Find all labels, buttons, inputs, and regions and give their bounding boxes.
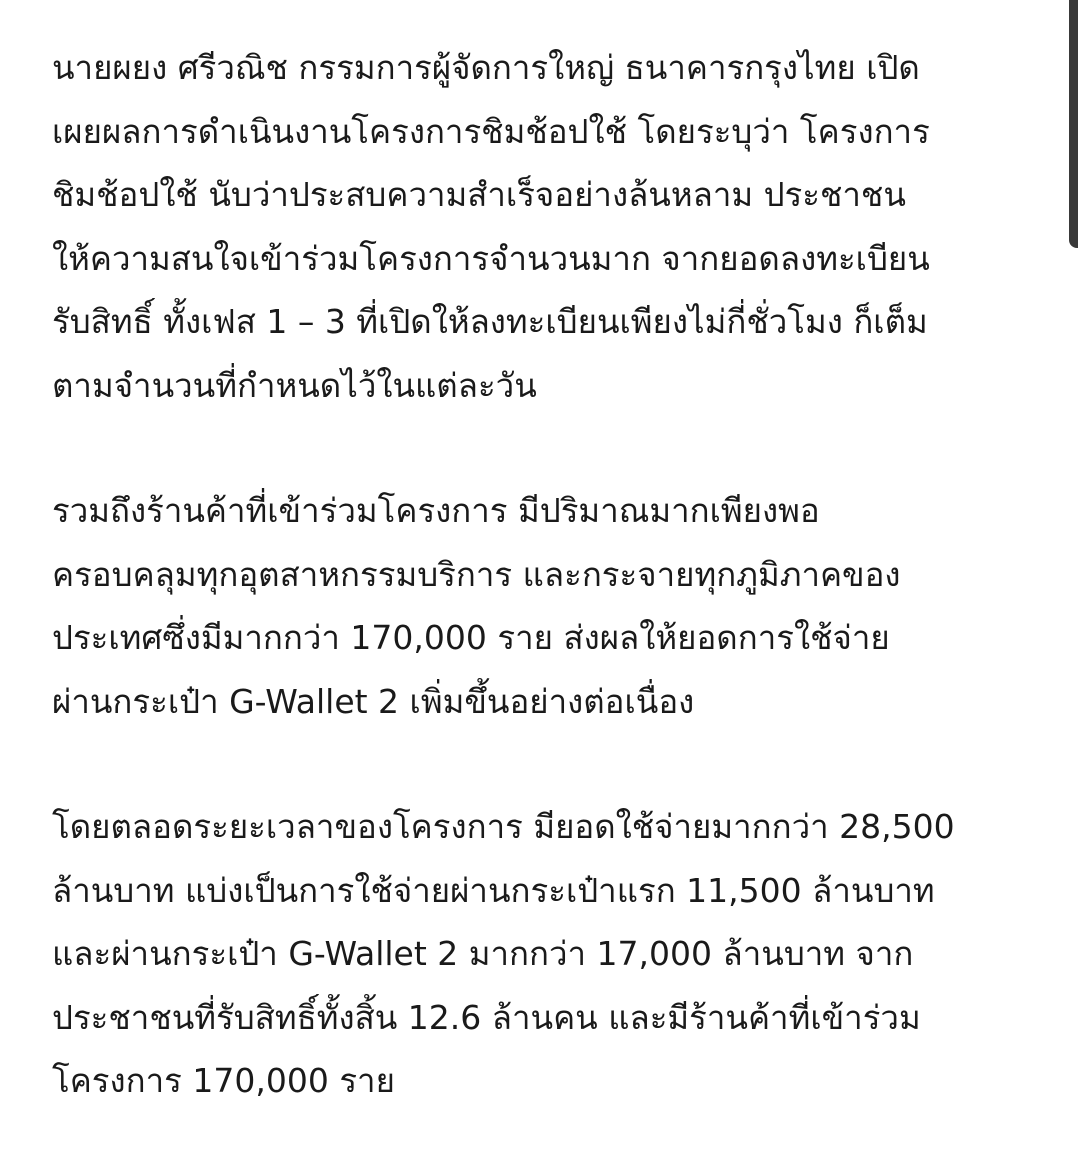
paragraph-2 (52, 479, 1042, 733)
text-line: ประเทศซึ่งมีมากกว่า 170,000 ราย ส่งผลให้ยอดการใช้จ่าย (52, 618, 890, 657)
text-line: ชิมช้อปใช้ นับว่าประสบความสำเร็จอย่างล้นหลาม ประชาชน (52, 175, 906, 214)
text-line: ให้ความสนใจเข้าร่วมโครงการจำนวนมาก จากยอดลงทะเบียน (52, 238, 930, 278)
scrollbar-thumb[interactable] (1069, 0, 1078, 248)
text-line: ตามจำนวนที่กำหนดไว้ในแต่ละวัน (52, 365, 537, 405)
paragraph-1 (52, 36, 1042, 417)
text-line: ประชาชนที่รับสิทธิ์ทั้งสิ้น 12.6 ล้านคน และมีร้านค้าที่เข้าร่วม (52, 997, 921, 1037)
paragraph-3 (52, 795, 1042, 1113)
text-line: นายผยง ศรีวณิช กรรมการผู้จัดการใหญ่ ธนาคารกรุงไทย เปิด (52, 48, 920, 87)
text-line: และผ่านกระเป๋า G-Wallet 2 มากกว่า 17,000 ล้านบาท จาก (52, 934, 914, 973)
text-line: รวมถึงร้านค้าที่เข้าร่วมโครงการ มีปริมาณมากเพียงพอ (52, 491, 820, 530)
text-line: รับสิทธิ์ ทั้งเฟส 1 – 3 ที่เปิดให้ลงทะเบียนเพียงไม่กี่ชั่วโมง ก็เต็ม (52, 302, 928, 341)
text-line: ครอบคลุมทุกอุตสาหกรรมบริการ และกระจายทุกภูมิภาคของ (52, 554, 901, 594)
text-line: โดยตลอดระยะเวลาของโครงการ มียอดใช้จ่ายมากกว่า 28,500 (52, 807, 955, 846)
text-line: ล้านบาท แบ่งเป็นการใช้จ่ายผ่านกระเป๋าแรก 11,500 ล้านบาท (52, 870, 935, 910)
text-line: เผยผลการดำเนินงานโครงการชิมช้อปใช้ โดยระบุว่า โครงการ (52, 111, 930, 151)
text-line: โครงการ 170,000 ราย (52, 1061, 395, 1100)
article-body (52, 36, 1042, 1175)
text-line: ผ่านกระเป๋า G-Wallet 2 เพิ่มขึ้นอย่างต่อเนื่อง (52, 681, 695, 721)
